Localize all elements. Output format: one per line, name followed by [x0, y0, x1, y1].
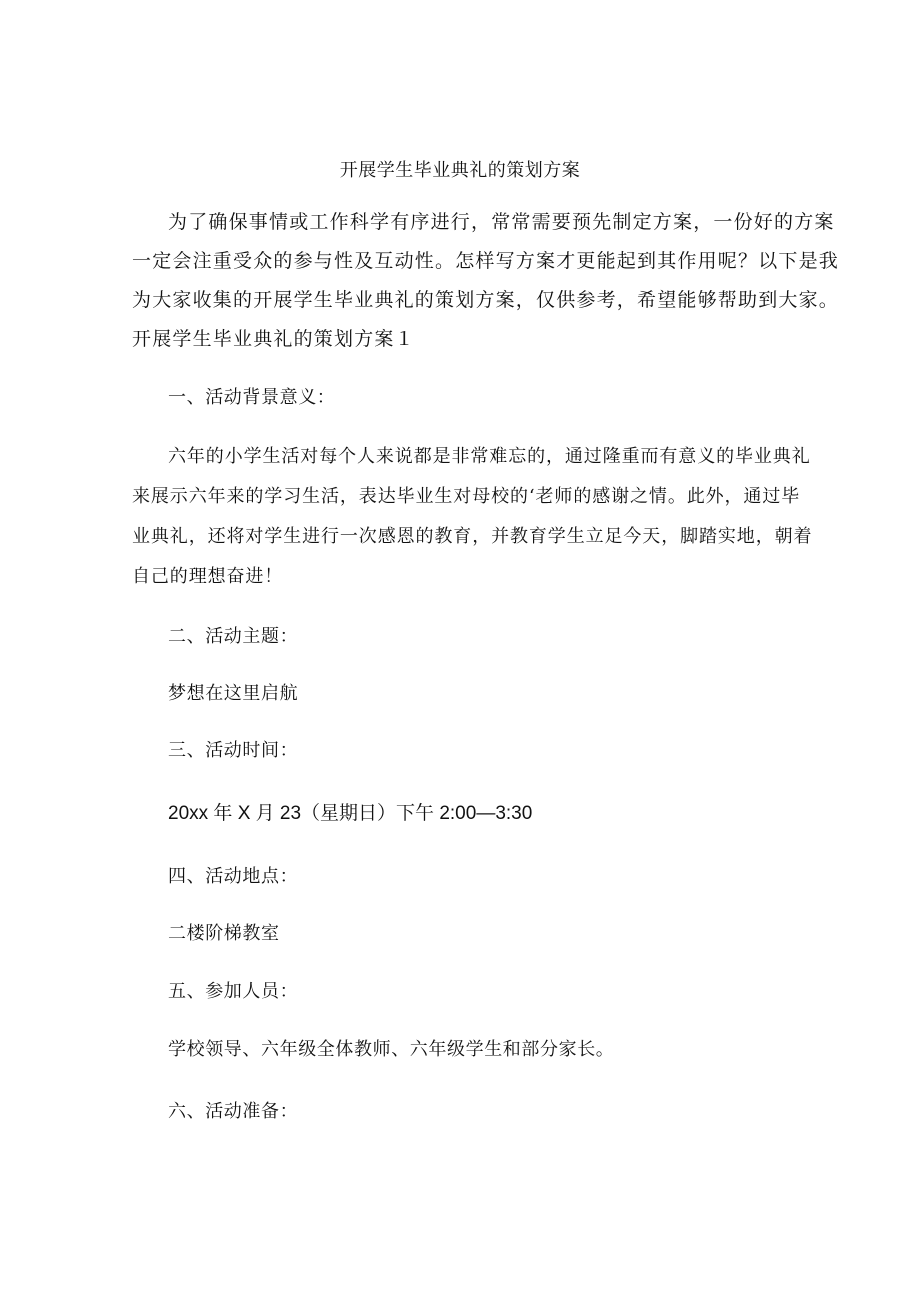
- document-title: 开展学生毕业典礼的策划方案: [339, 160, 581, 181]
- intro-line-3: 为大家收集的开展学生毕业典礼的策划方案，仅供参考，希望能够帮助到大家。: [132, 289, 840, 311]
- section4-heading: 四、活动地点：: [168, 866, 299, 887]
- section3-content: 20xx 年 X 月 23（星期日）下午 2:00—3:30: [168, 803, 533, 824]
- section1-line-1: 六年的小学生活对每个人来说都是非常难忘的，通过隆重而有意义的毕业典礼: [168, 446, 811, 467]
- section1-line-3: 业典礼，还将对学生进行一次感恩的教育，并教育学生立足今天，脚踏实地，朝着: [132, 526, 813, 547]
- subtitle: 开展学生毕业典礼的策划方案１: [132, 328, 415, 350]
- section2-content: 梦想在这里启航: [168, 683, 299, 704]
- section5-heading: 五、参加人员：: [168, 981, 299, 1002]
- section2-heading: 二、活动主题：: [168, 626, 299, 647]
- intro-line-1: 为了确保事情或工作科学有序进行，常常需要预先制定方案，一份好的方案: [168, 211, 835, 233]
- section1-line-2: 来展示六年来的学习生活，表达毕业生对母校的‘老师的感谢之情。此外，通过毕: [132, 486, 801, 507]
- section5-content: 学校领导、六年级全体教师、六年级学生和部分家长。: [168, 1039, 615, 1060]
- intro-line-2: 一定会注重受众的参与性及互动性。怎样写方案才更能起到其作用呢？以下是我: [132, 250, 840, 272]
- section1-line-4: 自己的理想奋进！: [132, 566, 284, 587]
- section4-content: 二楼阶梯教室: [168, 923, 280, 944]
- section3-heading: 三、活动时间：: [168, 740, 299, 761]
- section1-heading: 一、活动背景意义：: [168, 387, 336, 408]
- section6-heading: 六、活动准备：: [168, 1101, 299, 1122]
